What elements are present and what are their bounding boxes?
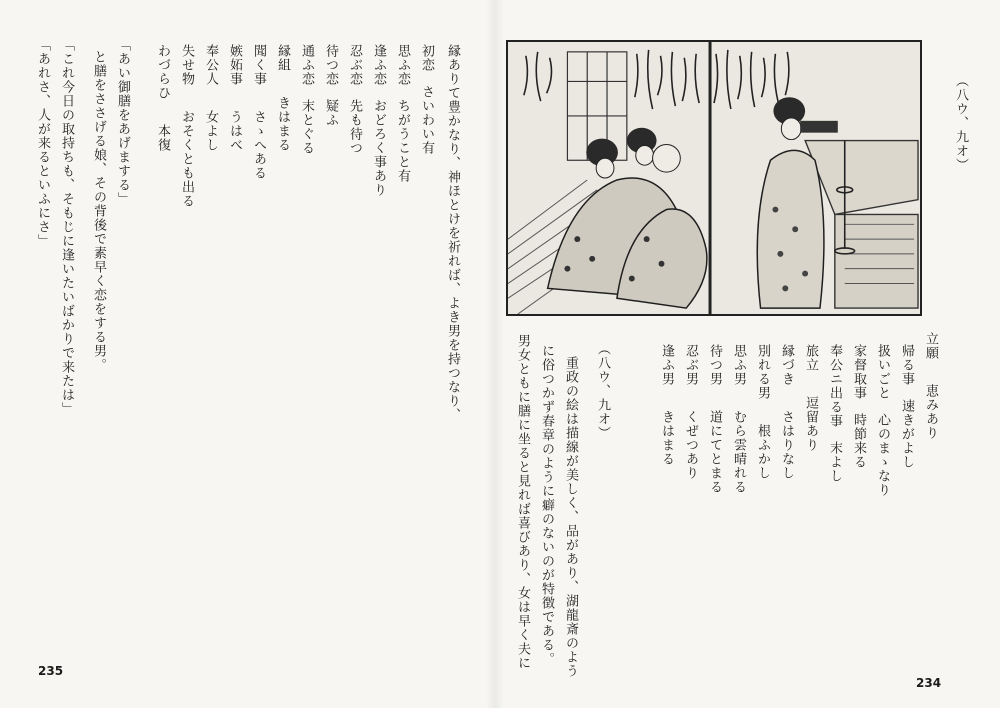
left-list-item-10 <box>204 44 217 152</box>
list-item-title: 立願 <box>923 332 938 360</box>
list-item-title: 縁づき <box>779 344 794 386</box>
list-item-title: 聞く事 <box>251 44 266 86</box>
list-item-title: 扱いごと <box>875 344 890 400</box>
list-item-note: さゝへある <box>251 110 266 180</box>
commentary-line-1: 重政の絵は描線が美しく、品があり、湖龍斎のよう <box>563 356 578 678</box>
list-item-note: ちがうこと有 <box>395 99 410 183</box>
list-item-note: 疑ふ <box>323 99 338 127</box>
list-item-note: 末とぐる <box>299 99 314 155</box>
left-list-item-1 <box>420 44 433 155</box>
list-item-title: 思ふ恋 <box>395 44 410 86</box>
left-list-item-12 <box>156 44 169 152</box>
list-item-title: 逢ふ恋 <box>371 44 386 86</box>
list-item-title: 縁組 <box>275 44 290 72</box>
left-list-item-8 <box>252 44 265 180</box>
page-gutter <box>486 0 504 708</box>
list-item-title: わづらひ <box>155 44 170 100</box>
list-item-title: 奉公ニ出る事 <box>827 344 842 428</box>
list-item-note: 本復 <box>155 124 170 152</box>
right-list-item-12 <box>660 344 673 466</box>
list-item-note: 逗留あり <box>803 396 818 452</box>
list-item-note: うはべ <box>227 110 242 152</box>
right-list-item-9 <box>732 344 745 494</box>
commentary-line-2: に俗つかず春章のように癖のないのが特徴である。 <box>539 344 554 666</box>
list-item-note: 末よし <box>827 441 842 483</box>
list-item-note: おそくとも出る <box>179 110 194 208</box>
left-list-item-7 <box>276 44 289 152</box>
list-item-title: 待つ男 <box>707 344 722 386</box>
left-list-item-6 <box>300 44 313 155</box>
dialogue-line-3: 「これ今日の取持ちも、そもじに逢いたいばかりで来たは」 <box>59 38 74 416</box>
left-list-item-9 <box>228 44 241 152</box>
left-list-item-5 <box>324 44 337 127</box>
right-list-item-3 <box>876 344 889 497</box>
dialogue-line-1: 「あい御膳をあげまする」 <box>115 38 130 206</box>
left-list-item-4 <box>348 44 361 155</box>
list-item-note: きはまる <box>659 410 674 466</box>
right-caption-bottom: （八ウ、九オ） <box>595 342 610 440</box>
list-item-title: 別れる男 <box>755 344 770 400</box>
list-item-note: 道にてとまる <box>707 410 722 494</box>
right-list-item-10 <box>708 344 721 494</box>
list-item-note: 時節来る <box>851 413 866 469</box>
list-item-note: さいわい有 <box>419 85 434 155</box>
list-item-note: 心のまゝなり <box>875 413 890 497</box>
dialogue-line-4: 「あれさ、人が来るといふにさ」 <box>35 38 50 248</box>
list-item-note: 恵みあり <box>923 384 938 440</box>
left-list-item-11 <box>180 44 193 208</box>
right-list-item-11 <box>684 344 697 480</box>
list-item-title: 失せ物 <box>179 44 194 86</box>
list-item-note: おどろく事あり <box>371 99 386 197</box>
right-list-item-8 <box>756 344 769 480</box>
list-item-title: 初恋 <box>419 44 434 72</box>
list-item-note: むら雲晴れる <box>731 410 746 494</box>
right-list-item-7 <box>780 344 793 480</box>
dialogue-line-2: と膳をささげる娘、その背後で素早く恋をする男。 <box>91 50 106 372</box>
right-caption-top: （八ウ、九オ） <box>953 74 968 172</box>
list-item-title: 帰る事 <box>899 344 914 386</box>
commentary-line-3: 男女ともに膳に坐ると見れば喜びあり、女は早く夫に <box>515 334 530 670</box>
list-item-title: 嫉妬事 <box>227 44 242 86</box>
list-item-title: 思ふ男 <box>731 344 746 386</box>
list-item-note: 根ふかし <box>755 424 770 480</box>
list-item-title: 待つ恋 <box>323 44 338 86</box>
list-item-note: 先も待つ <box>347 99 362 155</box>
left-list-item-2 <box>396 44 409 183</box>
page-number-left: 235 <box>38 664 64 678</box>
right-list-item-6 <box>804 344 817 452</box>
list-item-title: 忍ぶ男 <box>683 344 698 386</box>
list-item-title: 家督取事 <box>851 344 866 400</box>
right-list-item-4 <box>852 344 865 469</box>
woodblock-illustration <box>506 40 922 316</box>
list-item-note: きはまる <box>275 96 290 152</box>
list-item-title: 忍ぶ恋 <box>347 44 362 86</box>
left-list-item-3 <box>372 44 385 197</box>
list-item-title: 奉公人 <box>203 44 218 86</box>
list-item-title: 通ふ恋 <box>299 44 314 86</box>
list-item-note: 女よし <box>203 110 218 152</box>
right-list-item-5 <box>828 344 841 483</box>
list-item-title: 旅立 <box>803 344 818 372</box>
page-number-right: 234 <box>916 676 942 690</box>
list-item-note: 速きがよし <box>899 399 914 469</box>
list-item-note: さはりなし <box>779 410 794 480</box>
right-list-item-2 <box>900 344 913 469</box>
left-intro-line: 縁ありて豊かなり、神ほとけを祈れば、よき男を持つなり、 <box>445 44 460 422</box>
illustration-art <box>508 42 920 314</box>
list-item-title: 逢ふ男 <box>659 344 674 386</box>
right-list-item-1 <box>924 332 937 440</box>
list-item-note: くぜつあり <box>683 410 698 480</box>
